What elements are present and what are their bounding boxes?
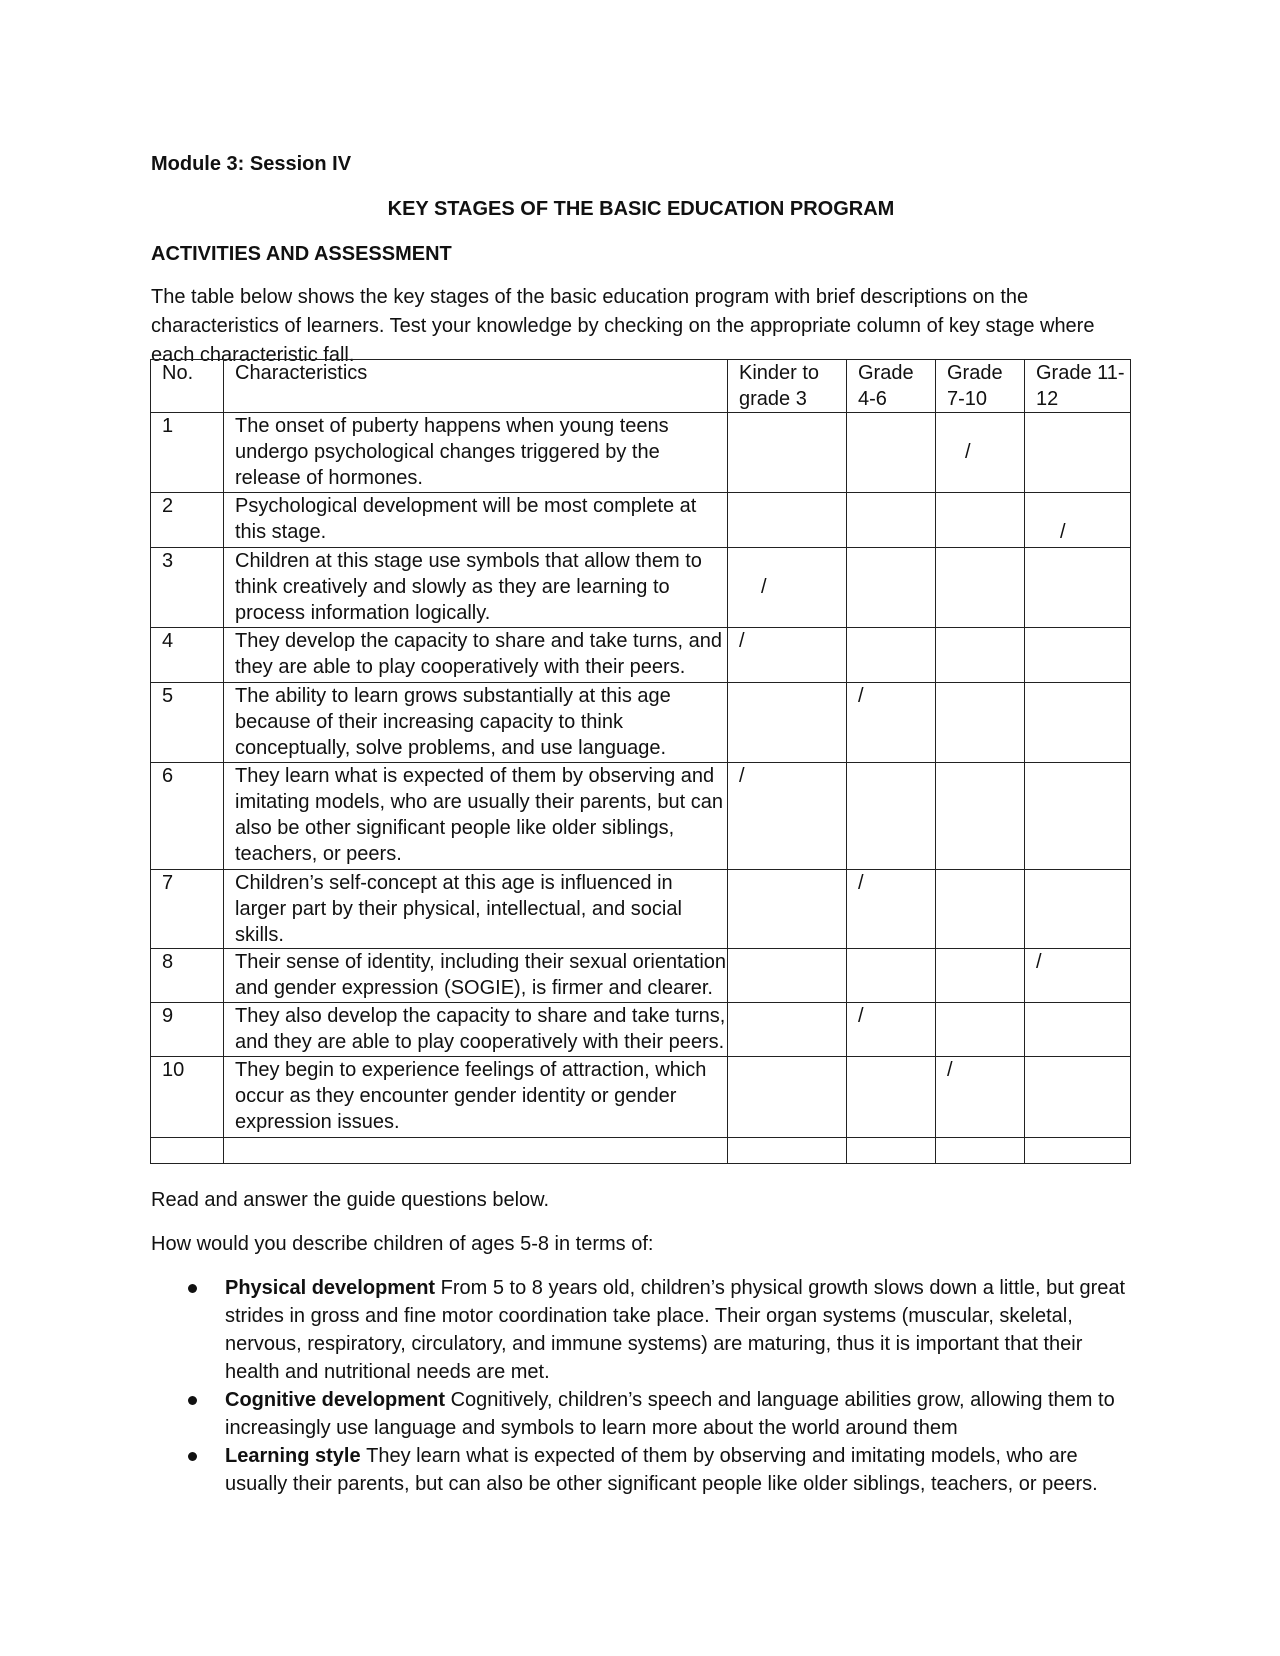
check-mark: / bbox=[739, 765, 745, 787]
cell-grade4-6[interactable] bbox=[847, 683, 936, 763]
row-number: 10 bbox=[151, 1057, 224, 1138]
bullet-icon bbox=[188, 1452, 197, 1461]
check-mark: / bbox=[858, 872, 864, 894]
cell-grade11-12[interactable] bbox=[1025, 548, 1131, 628]
cell-grade11-12[interactable] bbox=[1025, 870, 1131, 949]
cell-grade7-10[interactable] bbox=[936, 870, 1025, 949]
table-row bbox=[151, 493, 1131, 548]
row-number: 7 bbox=[151, 870, 224, 949]
cell-kinder-grade3[interactable] bbox=[728, 763, 847, 870]
header-grade4-6: Grade 4-6 bbox=[847, 360, 936, 413]
cell-grade7-10[interactable] bbox=[936, 949, 1025, 1003]
table-row bbox=[151, 949, 1131, 1003]
cell-kinder-grade3[interactable] bbox=[728, 493, 847, 548]
cell-grade11-12[interactable] bbox=[1025, 1003, 1131, 1057]
row-characteristic: The onset of puberty happens when young teens undergo psychological changes triggered by the release of hormones. bbox=[224, 413, 728, 493]
check-mark: / bbox=[947, 1059, 953, 1081]
cell-kinder-grade3[interactable] bbox=[728, 628, 847, 683]
table-header-row bbox=[151, 360, 1131, 413]
cell-grade11-12[interactable] bbox=[1025, 683, 1131, 763]
header-characteristics: Characteristics bbox=[224, 360, 728, 413]
guide-questions-prompt: Read and answer the guide questions below. bbox=[151, 1189, 550, 1211]
row-characteristic: They develop the capacity to share and take turns, and they are able to play cooperatively with their peers. bbox=[224, 628, 728, 683]
row-characteristic: Children at this stage use symbols that allow them to think creatively and slowly as they are learning to process information logically. bbox=[224, 548, 728, 628]
check-mark: / bbox=[1036, 951, 1042, 973]
answer-text: From 5 to 8 years old, children’s physical growth slows down a little, but great strides in gross and fine motor coordination take place. Their organ systems (muscular, skeletal, nervous, respiratory, circulatory, and immune systems) are maturing, thus it is important that their health and nutritional needs are met. bbox=[225, 1277, 1126, 1383]
cell-kinder-grade3[interactable] bbox=[728, 870, 847, 949]
cell-kinder-grade3[interactable] bbox=[728, 548, 847, 628]
cell-grade4-6[interactable] bbox=[847, 763, 936, 870]
list-item bbox=[151, 1274, 1131, 1386]
check-mark: / bbox=[739, 630, 745, 652]
answer-term: Physical development bbox=[225, 1277, 441, 1299]
list-item bbox=[151, 1442, 1131, 1498]
cell-grade7-10[interactable] bbox=[936, 1003, 1025, 1057]
row-number: 3 bbox=[151, 548, 224, 628]
table-row bbox=[151, 683, 1131, 763]
cell-kinder-grade3[interactable] bbox=[728, 413, 847, 493]
row-number: 9 bbox=[151, 1003, 224, 1057]
answer-text: They learn what is expected of them by observing and imitating models, who are usually their parents, but can also be other significant people like older siblings, teachers, or peers. bbox=[225, 1445, 1098, 1495]
table-row bbox=[151, 1003, 1131, 1057]
cell-grade4-6[interactable] bbox=[847, 628, 936, 683]
bullet-icon bbox=[188, 1396, 197, 1405]
cell-grade11-12[interactable] bbox=[1025, 1057, 1131, 1138]
check-mark: / bbox=[858, 1005, 864, 1027]
cell-grade7-10[interactable] bbox=[936, 628, 1025, 683]
cell-grade4-6[interactable] bbox=[847, 493, 936, 548]
cell-grade7-10[interactable] bbox=[936, 763, 1025, 870]
row-number: 2 bbox=[151, 493, 224, 548]
intro-paragraph: The table below shows the key stages of the basic education program with brief descriptions on the characteristics of learners. Test your knowledge by checking on the appropriate column of key stage where each characteristic fall. bbox=[151, 286, 1095, 366]
cell-grade4-6[interactable] bbox=[847, 1003, 936, 1057]
row-characteristic: Psychological development will be most complete at this stage. bbox=[224, 493, 728, 548]
cell-kinder-grade3[interactable] bbox=[728, 949, 847, 1003]
row-characteristic: The ability to learn grows substantially at this age because of their increasing capacity to think conceptually, solve problems, and use language. bbox=[224, 683, 728, 763]
answer-text: Cognitively, children’s speech and language abilities grow, allowing them to increasingly use language and symbols to learn more about the world around them bbox=[225, 1389, 1115, 1439]
row-number: 6 bbox=[151, 763, 224, 870]
bullet-icon bbox=[188, 1284, 197, 1293]
cell-kinder-grade3[interactable] bbox=[728, 1057, 847, 1138]
table-row bbox=[151, 763, 1131, 870]
module-heading: Module 3: Session IV bbox=[151, 153, 352, 175]
cell-grade7-10[interactable] bbox=[936, 683, 1025, 763]
page-title: KEY STAGES OF THE BASIC EDUCATION PROGRAM bbox=[387, 198, 895, 220]
cell-grade11-12[interactable] bbox=[1025, 628, 1131, 683]
cell-grade11-12[interactable] bbox=[1025, 763, 1131, 870]
table-row bbox=[151, 1057, 1131, 1138]
section-heading: ACTIVITIES AND ASSESSMENT bbox=[151, 243, 452, 265]
cell-grade7-10[interactable] bbox=[936, 1057, 1025, 1138]
cell-grade7-10[interactable] bbox=[936, 413, 1025, 493]
answer-term: Learning style bbox=[225, 1445, 367, 1467]
header-kinder-grade3: Kinder to grade 3 bbox=[728, 360, 847, 413]
table-row-empty bbox=[151, 1138, 1131, 1164]
answer-term: Cognitive development bbox=[225, 1389, 451, 1411]
table-row bbox=[151, 628, 1131, 683]
row-characteristic: They learn what is expected of them by observing and imitating models, who are usually their parents, but can also be other significant people like older siblings, teachers, or peers. bbox=[224, 763, 728, 870]
cell-grade4-6[interactable] bbox=[847, 949, 936, 1003]
cell-kinder-grade3[interactable] bbox=[728, 683, 847, 763]
row-characteristic: Their sense of identity, including their sexual orientation and gender expression (SOGIE), is firmer and clearer. bbox=[224, 949, 728, 1003]
cell-grade4-6[interactable] bbox=[847, 548, 936, 628]
check-mark: / bbox=[761, 576, 767, 598]
header-no: No. bbox=[151, 360, 224, 413]
cell-grade11-12[interactable] bbox=[1025, 413, 1131, 493]
row-number: 4 bbox=[151, 628, 224, 683]
check-mark: / bbox=[965, 441, 971, 463]
table-row bbox=[151, 413, 1131, 493]
header-grade7-10: Grade 7-10 bbox=[936, 360, 1025, 413]
header-grade11-12: Grade 11-12 bbox=[1025, 360, 1131, 413]
cell-kinder-grade3[interactable] bbox=[728, 1003, 847, 1057]
key-stages-table bbox=[150, 359, 1131, 1164]
row-characteristic: They also develop the capacity to share and take turns, and they are able to play cooperatively with their peers. bbox=[224, 1003, 728, 1057]
list-item bbox=[151, 1386, 1131, 1442]
cell-grade11-12[interactable] bbox=[1025, 949, 1131, 1003]
table-row bbox=[151, 548, 1131, 628]
cell-grade7-10[interactable] bbox=[936, 548, 1025, 628]
row-number: 8 bbox=[151, 949, 224, 1003]
row-number: 1 bbox=[151, 413, 224, 493]
cell-grade11-12[interactable] bbox=[1025, 493, 1131, 548]
row-number: 5 bbox=[151, 683, 224, 763]
table-row bbox=[151, 870, 1131, 949]
row-characteristic: Children’s self-concept at this age is influenced in larger part by their physical, intellectual, and social skills. bbox=[224, 870, 728, 949]
check-mark: / bbox=[858, 685, 864, 707]
cell-grade4-6[interactable] bbox=[847, 1057, 936, 1138]
cell-grade4-6[interactable] bbox=[847, 413, 936, 493]
answer-list bbox=[151, 1274, 1131, 1498]
cell-grade4-6[interactable] bbox=[847, 870, 936, 949]
row-characteristic: They begin to experience feelings of attraction, which occur as they encounter gender identity or gender expression issues. bbox=[224, 1057, 728, 1138]
cell-grade7-10[interactable] bbox=[936, 493, 1025, 548]
question-text: How would you describe children of ages 5-8 in terms of: bbox=[151, 1233, 654, 1255]
check-mark: / bbox=[1060, 521, 1066, 543]
